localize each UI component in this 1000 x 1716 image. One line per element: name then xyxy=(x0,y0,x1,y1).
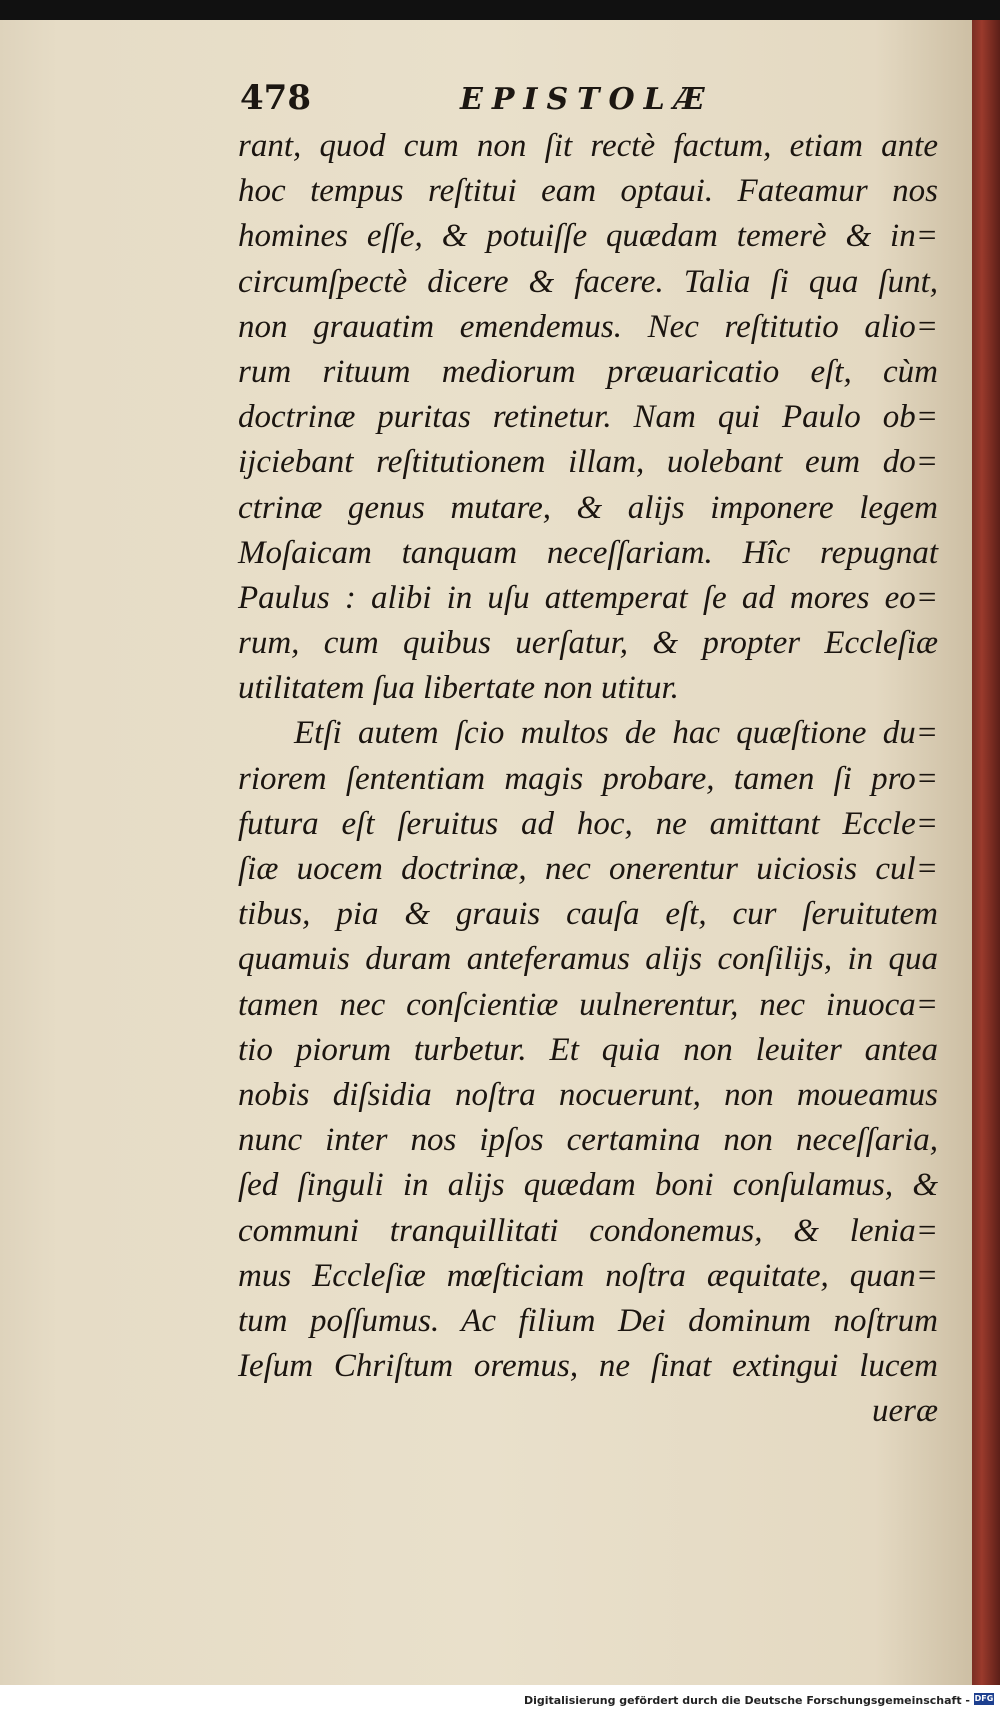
text-line: tum poſſumus. Ac filium Dei dominum noſtrum xyxy=(238,1302,938,1339)
text-line: ctrinæ genus mutare, & alijs imponere legem xyxy=(238,489,938,526)
text-line: nobis diſsidia noſtra nocuerunt, non moueamus xyxy=(238,1076,938,1113)
text-line: Paulus : alibi in uſu attemperat ſe ad mores eo= xyxy=(238,579,938,616)
text-line: tio piorum turbetur. Et quia non leuiter antea xyxy=(238,1031,938,1068)
text-line: ſed ſinguli in alijs quædam boni conſulamus, & xyxy=(238,1167,938,1204)
text-line: tamen nec conſcientiæ uulnerentur, nec inuoca= xyxy=(238,986,938,1023)
text-line: rum rituum mediorum præuaricatio eſt, cùm xyxy=(238,353,938,390)
text-line: ſiæ uocem doctrinæ, nec onerentur uiciosis cul= xyxy=(238,851,938,887)
book-edge xyxy=(972,20,1000,1685)
text-line: utilitatem ſua libertate non utitur. xyxy=(238,670,679,707)
dfg-logo-icon: DFG xyxy=(974,1694,994,1703)
text-line: futura eſt ſeruitus ad hoc, ne amittant Eccle= xyxy=(238,805,938,842)
text-line: circumſpectè dicere & facere. Talia ſi qua ſunt, xyxy=(238,263,938,300)
text-line: Moſaicam tanquam neceſſariam. Hîc repugnat xyxy=(238,534,938,571)
text-line-paragraph-start: Etſi autem ſcio multos de hac quæſtione du= xyxy=(294,715,938,752)
page-number: 478 xyxy=(240,78,311,118)
body-text xyxy=(238,124,938,1434)
text-line: Ieſum Chriſtum oremus, ne ſinat extingui lucem xyxy=(238,1348,938,1385)
text-line: hoc tempus reſtitui eam optaui. Fateamur nos xyxy=(238,173,938,210)
text-line: nunc inter nos ipſos certamina non neceſſaria, xyxy=(238,1122,938,1159)
text-line: riorem ſententiam magis probare, tamen ſi pro= xyxy=(238,760,938,797)
digitization-credit: Digitalisierung gefördert durch die Deutsche Forschungsgemeinschaft - xyxy=(523,1694,970,1707)
text-line: tibus, pia & grauis cauſa eſt, cur ſeruitutem xyxy=(238,896,938,933)
text-line: ijciebant reſtitutionem illam, uolebant eum do= xyxy=(238,444,938,481)
text-line: quamuis duram anteferamus alijs conſilijs, in qua xyxy=(238,941,938,978)
text-line: rant, quod cum non ſit rectè factum, etiam ante xyxy=(238,128,938,164)
text-line: non grauatim emendemus. Nec reſtitutio alio= xyxy=(238,308,938,345)
text-line: doctrinæ puritas retinetur. Nam qui Paulo ob= xyxy=(238,399,938,436)
text-line: homines eſſe, & potuiſſe quædam temerè & in= xyxy=(238,218,938,255)
text-line: communi tranquillitati condonemus, & lenia= xyxy=(238,1212,938,1249)
text-line: rum, cum quibus uerſatur, & propter Eccleſiæ xyxy=(238,625,938,662)
running-head: EPISTOLÆ xyxy=(460,82,714,117)
text-line: mus Eccleſiæ mœſticiam noſtra æquitate, quan= xyxy=(238,1257,938,1294)
catchword: ueræ xyxy=(872,1393,938,1430)
